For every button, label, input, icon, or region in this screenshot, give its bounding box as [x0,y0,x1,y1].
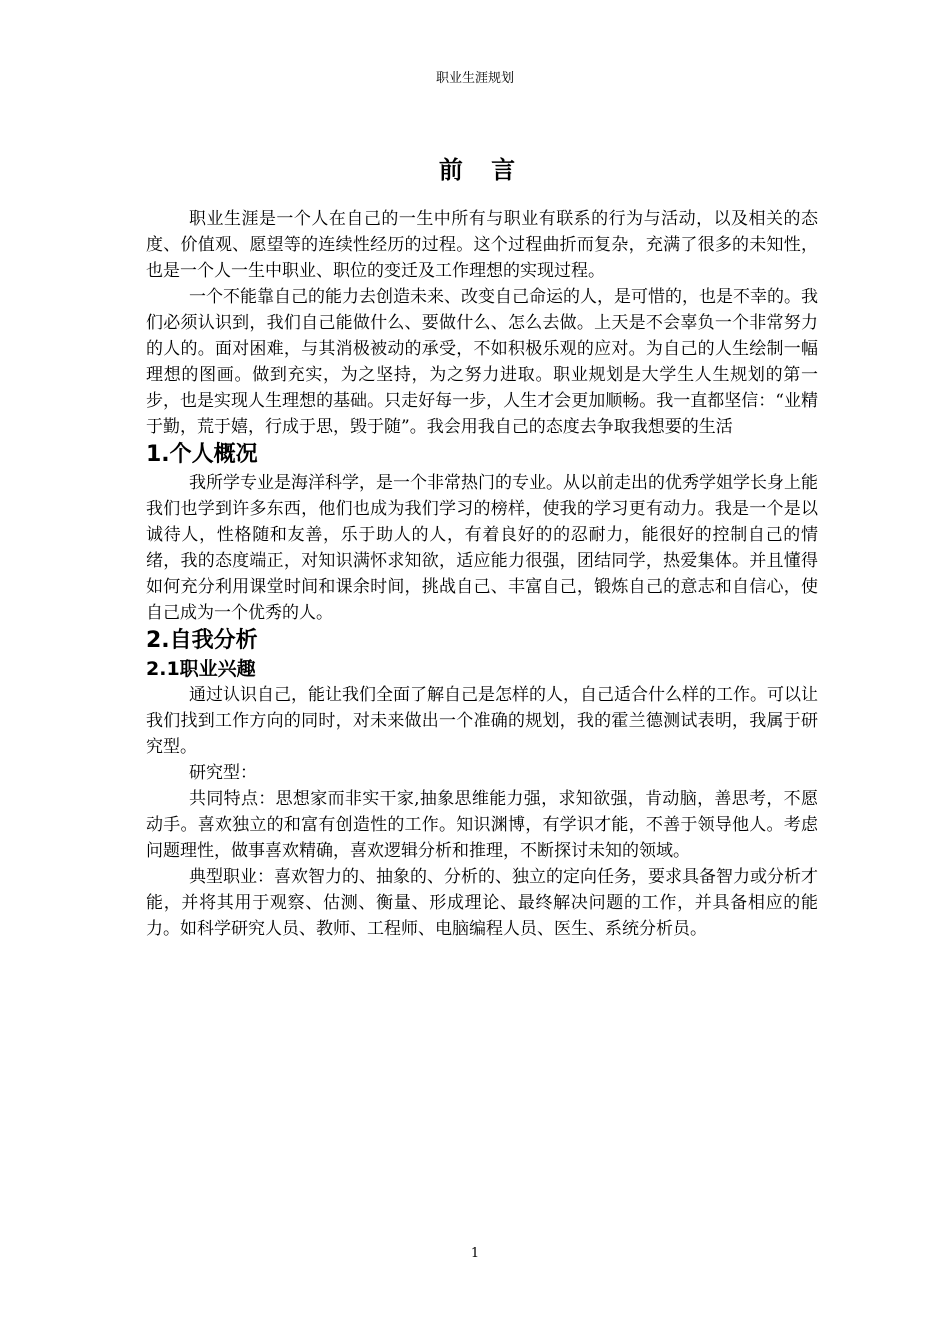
page-number: 1 [470,1246,480,1261]
subsection-paragraph: 通过认识自己，能让我们全面了解自己是怎样的人，自己适合什么样的工作。可以让我们找到工作方向的同时，对未来做出一个准确的规划，我的霍兰德测试表明，我属于研究型。 [146,685,818,757]
subsection-paragraph: 共同特点：思想家而非实干家,抽象思维能力强，求知欲强，肯动脑，善思考，不愿动手。喜欢独立的和富有创造性的工作。知识渊博，有学识才能，不善于领导他人。考虑问题理性，做事喜欢精确，喜欢逻辑分析和推理，不断探讨未知的领域。 [146,789,818,861]
subsection-paragraph: 典型职业：喜欢智力的、抽象的、分析的、独立的定向任务，要求具备智力或分析才能，并将其用于观察、估测、衡量、形成理论、最终解决问题的工作，并具备相应的能力。如科学研究人员、教师、工程师、电脑编程人员、医生、系统分析员。 [146,867,818,939]
subsection-paragraph: 研究型： [189,763,257,783]
section1-paragraph: 我所学专业是海洋科学，是一个非常热门的专业。从以前走出的优秀学姐学长身上能我们也学到许多东西，他们也成为我们学习的榜样，使我的学习更有动力。我是一个是以诚待人，性格随和友善，乐于助人的人，有着良好的的忍耐力，能很好的控制自己的情绪，我的态度端正，对知识满怀求知欲，适应能力很强，团结同学，热爱集体。并且懂得如何充分利用课堂时间和课余时间，挑战自己、丰富自己，锻炼自己的意志和自信心，使自己成为一个优秀的人。 [146,473,818,623]
preface-paragraph: 职业生涯是一个人在自己的一生中所有与职业有联系的行为与活动，以及相关的态度、价值观、愿望等的连续性经历的过程。这个过程曲折而复杂，充满了很多的未知性，也是一个人一生中职业、职位的变迁及工作理想的实现过程。 [146,209,818,281]
running-header: 职业生涯规划 [435,71,514,86]
section-heading-self-analysis: 2.自我分析 [146,628,258,653]
preface-title: 前 言 [438,156,526,184]
section-heading-personal-overview: 1.个人概况 [146,442,258,467]
subsection-heading-career-interest: 2.1职业兴趣 [146,658,256,680]
preface-paragraph: 一个不能靠自己的能力去创造未来、改变自己命运的人，是可惜的，也是不幸的。我们必须认识到，我们自己能做什么、要做什么、怎么去做。上天是不会辜负一个非常努力的人的。面对困难，与其消极被动的承受，不如积极乐观的应对。为自己的人生绘制一幅理想的图画。做到充实，为之坚持，为之努力进取。职业规划是大学生人生规划的第一步，也是实现人生理想的基础。只走好每一步，人生才会更加顺畅。我一直都坚信：“业精于勤，荒于嬉，行成于思，毁于随”。我会用我自己的态度去争取我想要的生活 [146,287,818,437]
page-content [146,152,818,942]
